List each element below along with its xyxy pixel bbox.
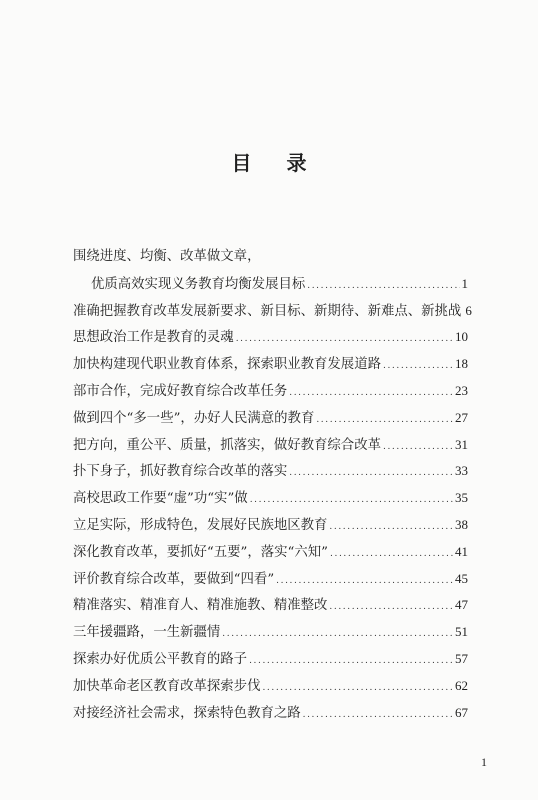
- dot-leader: [329, 514, 453, 541]
- toc-entry[interactable]: [73, 298, 472, 325]
- dot-leader: [222, 621, 453, 648]
- dot-leader: [330, 541, 453, 568]
- toc-entry[interactable]: [73, 271, 468, 298]
- toc-entry[interactable]: [73, 485, 468, 512]
- toc-entry-title: 加快革命老区教育改革探索步伐: [73, 678, 261, 694]
- dot-leader: [250, 487, 453, 514]
- dot-leader: [329, 594, 453, 621]
- toc-entry-title: 部市合作，完成好教育综合改革任务: [73, 383, 288, 399]
- toc-entry-page: 41: [455, 543, 468, 559]
- toc-entry[interactable]: [73, 592, 468, 619]
- toc-entry[interactable]: [73, 566, 468, 593]
- toc-entry-title: 深化教育改革，要抓好“五要”，落实“六知”: [73, 544, 329, 560]
- toc-title: 目 录: [231, 151, 321, 175]
- toc-entry[interactable]: [73, 673, 468, 700]
- toc-entry-title: 把方向，重公平、质量，抓落实，做好教育综合改革: [73, 437, 381, 453]
- toc-entry-page: 62: [455, 677, 468, 693]
- toc-entry[interactable]: [73, 619, 468, 646]
- toc-entry[interactable]: [73, 378, 468, 405]
- toc-entry-page: 6: [465, 302, 472, 318]
- table-of-contents: [73, 244, 472, 726]
- toc-entry[interactable]: [73, 432, 468, 459]
- toc-entry-page: 45: [455, 570, 468, 586]
- dot-leader: [289, 380, 453, 407]
- toc-entry-page: 67: [455, 704, 468, 720]
- toc-entry-page: 27: [455, 409, 468, 425]
- toc-entry[interactable]: [73, 512, 468, 539]
- dot-leader: [383, 434, 453, 461]
- toc-entry-page: 10: [455, 329, 468, 345]
- toc-entry[interactable]: [73, 700, 468, 727]
- toc-entry-title: 对接经济社会需求，探索特色教育之路: [73, 705, 301, 721]
- dot-leader: [276, 568, 453, 595]
- toc-entry[interactable]: [73, 539, 468, 566]
- dot-leader: [383, 353, 453, 380]
- toc-entry-title: 高校思政工作要“虚”功“实”做: [73, 491, 248, 507]
- toc-entry-title: 加快构建现代职业教育体系，探索职业教育发展道路: [73, 357, 381, 373]
- toc-entry-page: 57: [455, 650, 468, 666]
- toc-entry-title: 思想政治工作是教育的灵魂: [73, 330, 234, 346]
- toc-entry-page: 35: [455, 490, 468, 506]
- dot-leader: [303, 702, 453, 729]
- dot-leader: [307, 273, 459, 300]
- toc-entry-page: 18: [455, 356, 468, 372]
- toc-entry-title: 评价教育综合改革，要做到“四看”: [73, 571, 275, 587]
- dot-leader: [236, 326, 453, 353]
- toc-entry-title: 立足实际，形成特色，发展好民族地区教育: [73, 517, 328, 533]
- toc-entry-title: 三年援疆路，一生新疆情: [73, 625, 221, 641]
- toc-entry[interactable]: [73, 324, 468, 351]
- toc-entry-title: 准确把握教育改革发展新要求、新目标、新期待、新难点、新挑战: [73, 303, 462, 319]
- dot-leader: [289, 460, 453, 487]
- page-number: 1: [481, 755, 487, 769]
- toc-entry-page: 38: [455, 516, 468, 532]
- toc-entry-title: 优质高效实现义务教育均衡发展目标: [91, 276, 306, 292]
- toc-entry-page: 31: [455, 436, 468, 452]
- toc-entry[interactable]: [73, 244, 468, 271]
- toc-entry-title: 精准落实、精准育人、精准施教、精准整改: [73, 598, 328, 614]
- toc-entry[interactable]: [73, 646, 468, 673]
- toc-entry-title: 做到四个“多一些”，办好人民满意的教育: [73, 410, 315, 426]
- toc-entry-title: 扑下身子，抓好教育综合改革的落实: [73, 464, 288, 480]
- toc-entry[interactable]: [73, 351, 468, 378]
- dot-leader: [262, 675, 453, 702]
- toc-entry-page: 33: [455, 463, 468, 479]
- toc-entry-page: 47: [455, 597, 468, 613]
- toc-entry[interactable]: [73, 405, 468, 432]
- toc-entry-page: 23: [455, 382, 468, 398]
- toc-entry-page: 1: [461, 275, 468, 291]
- toc-entry-title: 围绕进度、均衡、改革做文章，: [73, 249, 261, 264]
- toc-entry-title: 探索办好优质公平教育的路子: [73, 651, 248, 667]
- toc-entry-page: 51: [455, 624, 468, 640]
- dot-leader: [316, 407, 453, 434]
- toc-entry[interactable]: [73, 458, 468, 485]
- dot-leader: [249, 648, 453, 675]
